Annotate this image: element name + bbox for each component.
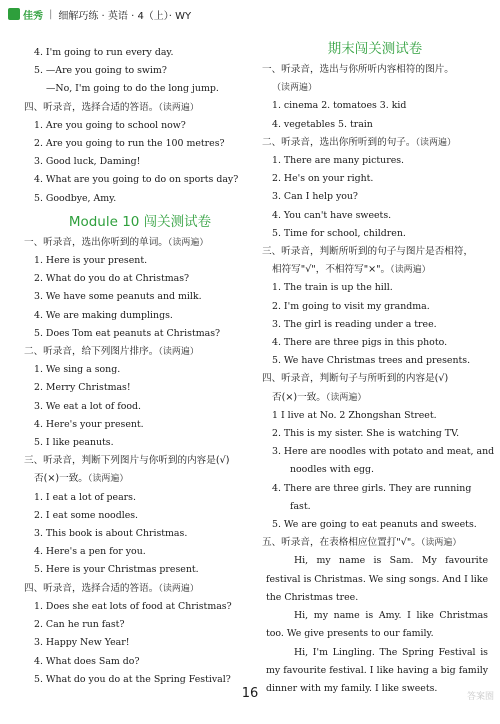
left-column xyxy=(24,44,256,689)
list-item: 1. I eat a lot of pears. xyxy=(34,491,136,503)
list-item-cont: noodles with egg. xyxy=(290,464,375,476)
left-top-line-3: —No, I'm going to do the long jump. xyxy=(46,83,219,95)
list-item: 2. I'm going to visit my grandma. xyxy=(272,300,430,312)
list-item: 4. You can't have sweets. xyxy=(272,209,392,221)
paragraph: Hi, my name is Sam. My favourite festival is Christmas. We sing songs. And I like the Christmas tree. xyxy=(266,555,488,603)
section-heading: 四、听录音，选择合适的答语。（读两遍） xyxy=(24,101,199,113)
list-item: 5. Goodbye, Amy. xyxy=(34,192,117,204)
list-item: 3. Here are noodles with potato and meat, and xyxy=(272,446,495,458)
list-item: 5. Time for school, children. xyxy=(272,227,406,239)
list-item: 1 I live at No. 2 Zhongshan Street. xyxy=(272,409,437,421)
watermark: 答案圈 xyxy=(466,692,494,702)
list-item: 4. What are you going to do on sports day? xyxy=(34,174,239,186)
section-heading: 五、听录音，在表格相应位置打"√"。（读两遍） xyxy=(262,537,462,549)
section-heading-cont: 否(×)一致。（读两遍） xyxy=(272,391,367,403)
list-item: 1. We sing a song. xyxy=(34,364,121,376)
list-item: 4. What does Sam do? xyxy=(34,655,140,667)
list-item: 5. Here is your Christmas present. xyxy=(34,564,199,576)
paragraph: Hi, I'm Lingling. The Spring Festival is my favourite festival. I like having a big family dinner with my family. I like sweets. xyxy=(266,646,488,694)
list-item: 2. Merry Christmas! xyxy=(34,382,131,394)
list-item: 5. Does Tom eat peanuts at Christmas? xyxy=(34,327,221,339)
list-item: 1. Here is your present. xyxy=(34,255,148,267)
list-item: 1. There are many pictures. xyxy=(272,155,405,167)
book-icon xyxy=(8,8,20,20)
list-item: 5. I like peanuts. xyxy=(34,437,114,449)
section-heading: 二、听录音，选出你所听到的句子。（读两遍） xyxy=(262,136,457,148)
list-item: 2. I eat some noodles. xyxy=(34,509,139,521)
list-item: 3. Happy New Year! xyxy=(34,637,130,649)
list-item: 4. vegetables 5. train xyxy=(272,118,373,130)
list-item: 2. What do you do at Christmas? xyxy=(34,273,190,285)
section-note: （读两遍） xyxy=(272,83,318,94)
module-10-title: Module 10 闯关测试卷 xyxy=(68,213,212,230)
section-heading: 二、听录音，给下列图片排序。（读两遍） xyxy=(24,346,199,358)
section-heading: 三、听录音，判断下列图片与你听到的内容是(√) xyxy=(24,455,230,467)
list-item: 3. We eat a lot of food. xyxy=(34,400,142,412)
list-item: 4. Here's a pen for you. xyxy=(34,546,146,558)
section-heading: 三、听录音，判断所听到的句子与图片是否相符， xyxy=(262,246,474,258)
list-item-cont: fast. xyxy=(290,500,311,512)
list-item: 4. We are making dumplings. xyxy=(34,309,173,321)
section-heading-cont: 否(×)一致。（读两遍） xyxy=(34,473,129,485)
section-heading: 一、听录音，选出与你所听内容相符的图片。 xyxy=(262,64,454,75)
section-heading: 四、听录音，选择合适的答语。（读两遍） xyxy=(24,582,199,594)
page-header xyxy=(0,0,500,28)
section-heading-cont: 相符写"√"，不相符写"×"。（读两遍） xyxy=(272,264,431,276)
list-item: 1. The train is up the hill. xyxy=(272,282,393,294)
list-item: 3. Can I help you? xyxy=(272,191,358,203)
list-item: 4. There are three girls. They are running xyxy=(272,482,472,494)
list-item: 5. What do you do at the Spring Festival? xyxy=(34,673,231,685)
list-item: 4. Here's your present. xyxy=(34,418,144,430)
section-heading: 四、听录音，判断句子与所听到的内容是(√) xyxy=(262,373,449,385)
list-item: 2. Are you going to run the 100 metres? xyxy=(34,138,225,150)
list-item: 2. This is my sister. She is watching TV. xyxy=(272,428,460,440)
list-item: 1. cinema 2. tomatoes 3. kid xyxy=(272,100,407,112)
book-title: 细解巧练 · 英语 · 4（上）· WY xyxy=(58,10,192,22)
list-item: 3. Good luck, Daming! xyxy=(34,156,141,168)
final-test-title: 期末闯关测试卷 xyxy=(327,41,423,57)
list-item: 5. We are going to eat peanuts and sweets. xyxy=(272,519,477,531)
brand-logo xyxy=(8,7,43,22)
left-top-line-1: 4. I'm going to run every day. xyxy=(34,47,174,58)
left-top-line-2: 5. —Are you going to swim? xyxy=(34,65,167,77)
list-item: 2. He's on your right. xyxy=(272,173,374,185)
header-divider: | xyxy=(49,8,53,20)
list-item: 1. Does she eat lots of food at Christmas? xyxy=(34,600,232,612)
list-item: 1. Are you going to school now? xyxy=(34,119,186,131)
list-item: 3. This book is about Christmas. xyxy=(34,528,188,540)
section-heading: 一、听录音，选出你听到的单词。（读两遍） xyxy=(24,236,209,248)
list-item: 4. There are three pigs in this photo. xyxy=(272,337,448,349)
list-item: 3. The girl is reading under a tree. xyxy=(272,318,437,330)
page-number: 16 xyxy=(241,686,259,701)
list-item: 5. We have Christmas trees and presents. xyxy=(272,355,471,367)
paragraph: Hi, my name is Amy. I like Christmas too. We give presents to our family. xyxy=(266,610,488,640)
brand-name: 佳秀 xyxy=(23,10,43,22)
list-item: 2. Can he run fast? xyxy=(34,619,125,631)
list-item: 3. We have some peanuts and milk. xyxy=(34,291,202,303)
